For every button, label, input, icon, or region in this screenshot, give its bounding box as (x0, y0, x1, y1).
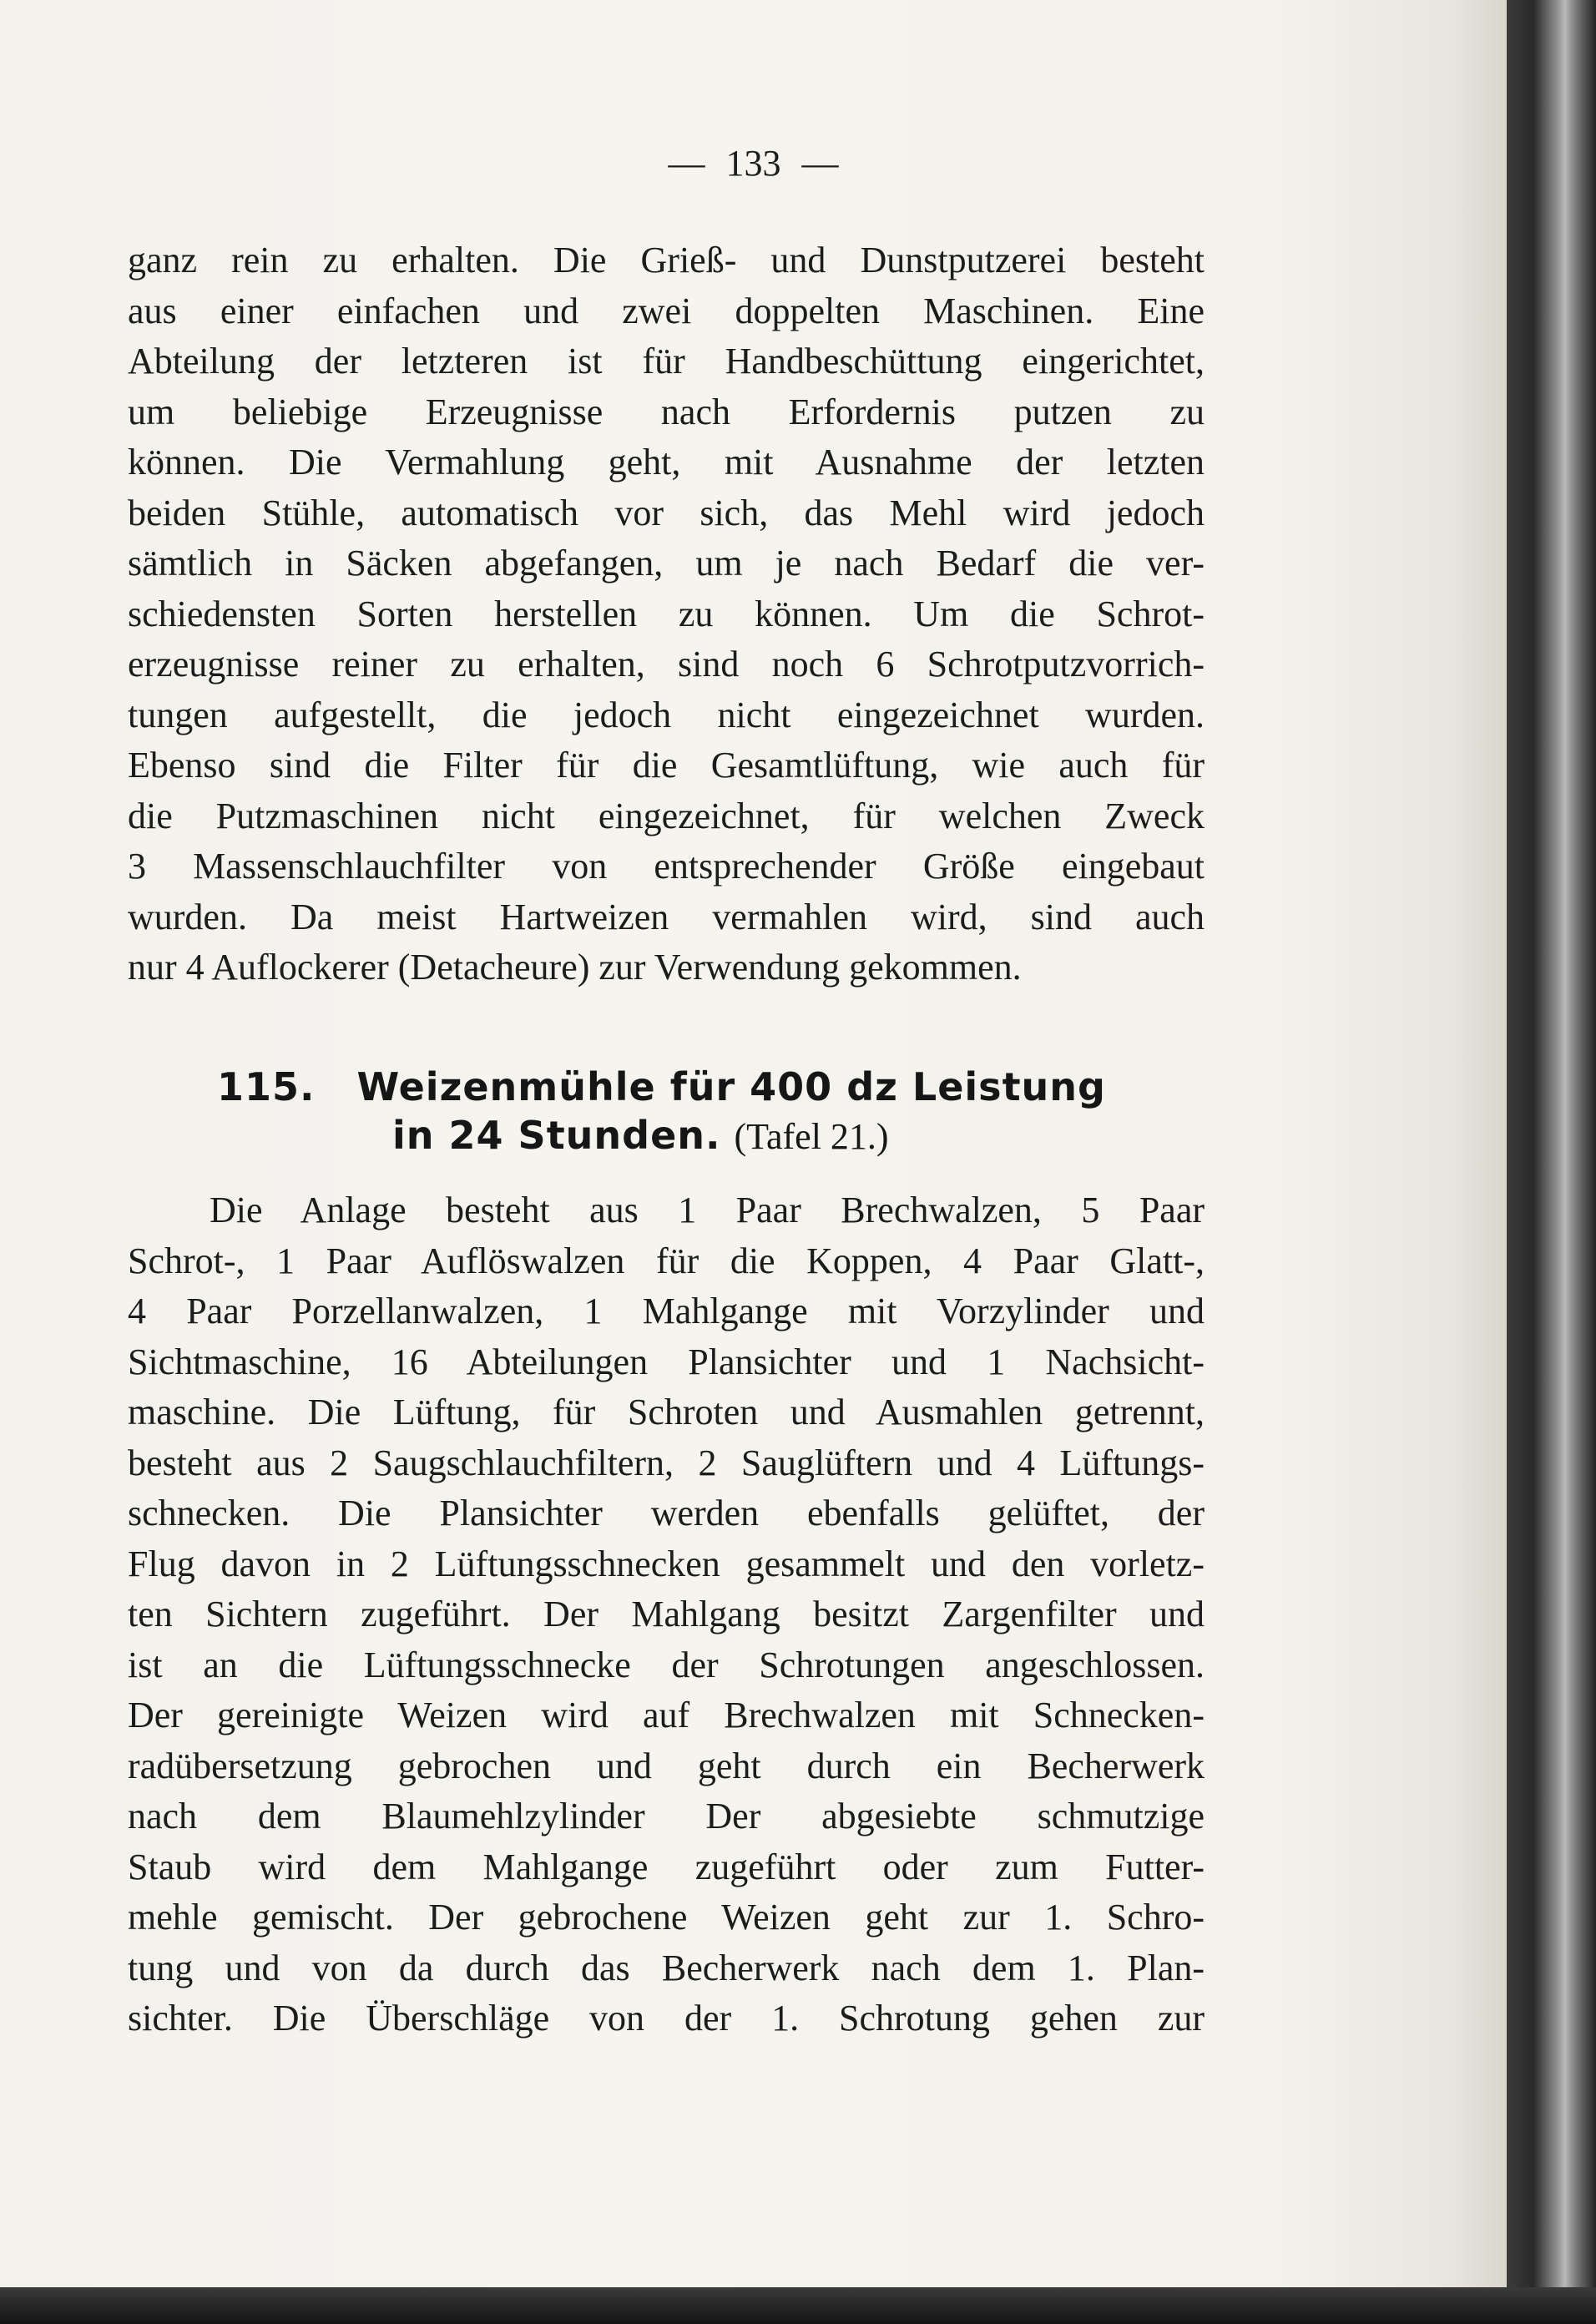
paragraph-continued (128, 235, 1205, 993)
section-title-part-2: in 24 Stunden. (392, 1113, 721, 1158)
text-line: tung und von da durch das Becherwerk nach dem 1. Plan- (128, 1947, 1205, 1988)
text-line: maschine. Die Lüftung, für Schroten und Ausmahlen getrennt, (128, 1392, 1205, 1432)
page-number: — 133 — (668, 143, 839, 184)
text-line: schiedensten Sorten herstellen zu können. Um die Schrot- (128, 593, 1205, 634)
text-line: erzeugnisse reiner zu erhalten, sind noch 6 Schrotputzvorrich- (128, 644, 1205, 685)
text-line: mehle gemischt. Der gebrochene Weizen geht zur 1. Schro- (128, 1897, 1205, 1938)
text-line: ist an die Lüftungsschnecke der Schrotungen angeschlossen. (128, 1644, 1205, 1685)
text-line: wurden. Da meist Hartweizen vermahlen wird, sind auch (128, 896, 1205, 937)
section-number: 115. (217, 1064, 316, 1109)
text-line: sichter. Die Überschläge von der 1. Schrotung gehen zur (128, 1998, 1205, 2039)
text-line: nur 4 Auflockerer (Detacheure) zur Verwendung gekommen. (128, 947, 1022, 988)
text-line: 4 Paar Porzellanwalzen, 1 Mahlgange mit Vorzylinder und (128, 1291, 1205, 1331)
text-line: beiden Stühle, automatisch vor sich, das Mehl wird jedoch (128, 492, 1205, 533)
scan-bottom-shadow (0, 2287, 1596, 2324)
text-line: Sichtmaschine, 16 Abteilungen Plansichter und 1 Nachsicht- (128, 1341, 1205, 1382)
text-line: können. Die Vermahlung geht, mit Ausnahme der letzten (128, 442, 1205, 482)
text-line: besteht aus 2 Saugschlauchfiltern, 2 Sauglüftern und 4 Lüftungs- (128, 1442, 1205, 1483)
text-line: die Putzmaschinen nicht eingezeichnet, für welchen Zweck (128, 795, 1205, 836)
text-line: Ebenso sind die Filter für die Gesamtlüftung, wie auch für (128, 745, 1205, 786)
text-line: radübersetzung gebrochen und geht durch ein Becherwerk (128, 1745, 1205, 1786)
section-title-part-1: Weizenmühle für 400 dz Leistung (356, 1064, 1106, 1109)
plate-reference: (Tafel 21.) (734, 1116, 889, 1157)
text-line: tungen aufgestellt, die jedoch nicht eingezeichnet wurden. (128, 694, 1205, 735)
text-line: Abteilung der letzteren ist für Handbeschüttung eingerichtet, (128, 341, 1205, 381)
text-line: schnecken. Die Plansichter werden ebenfalls gelüftet, der (128, 1493, 1205, 1533)
section-heading-line-2 (217, 1113, 1119, 1161)
section-heading-line-1 (217, 1064, 1119, 1113)
text-line: Die Anlage besteht aus 1 Paar Brechwalzen, 5 Paar (210, 1190, 1205, 1230)
book-binding-edge (1507, 0, 1596, 2324)
text-line: Schrot-, 1 Paar Auflöswalzen für die Koppen, 4 Paar Glatt-, (128, 1240, 1205, 1281)
text-line: Staub wird dem Mahlgange zugeführt oder zum Futter- (128, 1846, 1205, 1887)
text-line: 3 Massenschlauchfilter von entsprechender Größe eingebaut (128, 846, 1205, 887)
text-line: um beliebige Erzeugnisse nach Erfordernis putzen zu (128, 391, 1205, 432)
text-line: sämtlich in Säcken abgefangen, um je nach Bedarf die ver- (128, 543, 1205, 584)
text-line: ganz rein zu erhalten. Die Grieß- und Dunstputzerei besteht (128, 240, 1205, 280)
text-line: Der gereinigte Weizen wird auf Brechwalzen mit Schnecken- (128, 1695, 1205, 1735)
text-line: nach dem Blaumehlzylinder Der abgesiebte schmutzige (128, 1796, 1205, 1836)
section-heading (217, 1064, 1119, 1161)
text-line: aus einer einfachen und zwei doppelten Maschinen. Eine (128, 290, 1205, 331)
section-paragraph (128, 1185, 1205, 2044)
text-line: Flug davon in 2 Lüftungsschnecken gesammelt und den vorletz- (128, 1543, 1205, 1584)
text-line: ten Sichtern zugeführt. Der Mahlgang besitzt Zargenfilter und (128, 1594, 1205, 1634)
